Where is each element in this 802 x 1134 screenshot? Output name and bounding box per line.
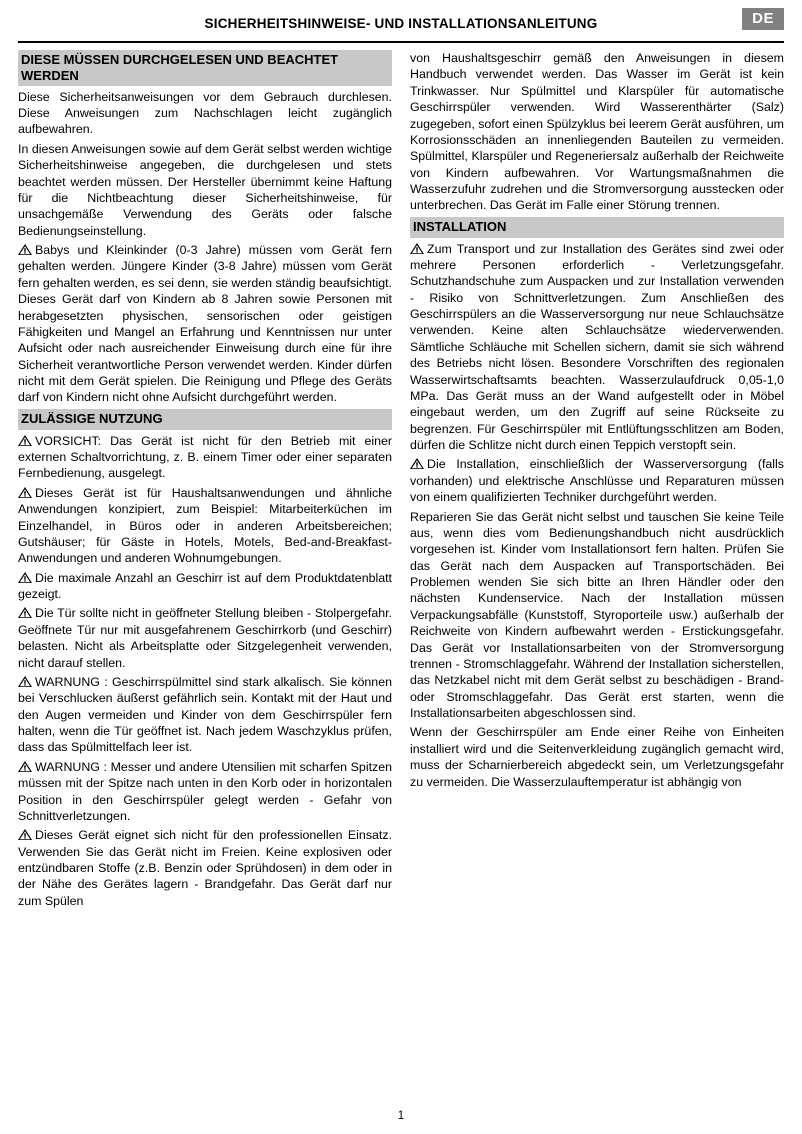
warning-triangle-icon (410, 458, 424, 469)
warning-non-professional-use (18, 827, 392, 909)
section-heading-must-read: DIESE MÜSSEN DURCHGELESEN UND BEACHTET WERDEN (18, 50, 392, 86)
warning-domestic-use-text: Dieses Gerät ist für Haushaltsanwendungen und ähnliche Anwendungen konzipiert, zum Beispiel: Mitarbeiterküchen im Einzelhandel, in Büros oder in anderen Arbeitsbereichen; Gutshäuser; für Gäste in Hotels, Motels, Bed-and-Breakfast-Anwendungen und anderen Wohnumgebungen. (18, 485, 392, 566)
page-title: SICHERHEITSHINWEISE- UND INSTALLATIONSANLEITUNG (204, 15, 598, 31)
warning-children (18, 242, 392, 406)
right-column (410, 50, 784, 1090)
paragraph-manufacturer-liability: In diesen Anweisungen sowie auf dem Gerät selbst werden wichtige Sicherheitshinweise angegeben, die durchgelesen und stets beachtet werden müssen. Der Hersteller übernimmt keine Haftung für die Nichtbeachtung dieser Sicherheitshinweise, für unsachgemäße Verwendung des Geräts oder falsche Bedienungseinstellung. (18, 141, 392, 238)
warning-open-door-text: Die Tür sollte nicht in geöffneter Stellung bleiben - Stolpergefahr. Geöffnete Tür nur mit ausgefahrenem Geschirrkorb (und Geschirr) belasten. Nicht als Arbeitsplatte oder Sitzgelegenheit verwenden, nicht darauf stellen. (18, 606, 392, 670)
warning-triangle-icon (18, 829, 32, 840)
warning-transport-installation-text: Zum Transport und zur Installation des Gerätes sind zwei oder mehrere Personen erforderlich - Verletzungsgefahr. Schutzhandschuhe zum Auspacken und zur Installation verwenden - Risiko von Schnittverletzungen. Zum Anschließen des Geschirrspülers an die Wasserversorgung nur neue Schlauchsätze verwenden. Keine alten Schlauchsätze wiederverwenden. Sämtliche Schläuche mit Schellen sichern, damit sie sich während des Betriebs nicht lösen. Besondere Vorschriften des regionalen Wasserwirtschaftsamts beachten. Wasserzulaufdruck 0,05-1,0 MPa. Das Gerät muss an der Wand aufgestellt oder in Möbel eingebaut werden, um den Zugriff auf seine Rückseite zu begrenzen. Für Geschirrspüler mit Entlüftungsschlitzen am Boden, dürfen die Schlitze nicht durch einen Teppich verstopft sein. (410, 241, 784, 453)
language-badge: DE (742, 8, 784, 30)
warning-triangle-icon (18, 244, 32, 255)
warning-external-switch-text: VORSICHT: Das Gerät ist nicht für den Betrieb mit einer externen Schaltvorrichtung, z. B. einem Timer oder einer separaten Fernbedienung, ausgelegt. (18, 433, 392, 481)
warning-qualified-technician-text: Die Installation, einschließlich der Wasserversorgung (falls vorhanden) und elektrische Anschlüsse und Reparaturen müssen von einem qualifizierten Techniker durchgeführt werden. (410, 457, 784, 505)
section-heading-permitted-use: ZULÄSSIGE NUTZUNG (18, 409, 392, 430)
warning-transport-installation (410, 241, 784, 454)
page-footer (0, 1110, 802, 1122)
paragraph-no-self-repair: Reparieren Sie das Gerät nicht selbst und tauschen Sie keine Teile aus, wenn dies vom Bedienungshandbuch nicht ausdrücklich vorgesehen ist. Kinder vom Installationsort fern halten. Prüfen Sie das Gerät nach dem Auspacken auf Transportschäden. Bei Problemen wenden Sie sich bitte an Ihren Händler oder den nächsten Kundenservice. Nach der Installation müssen Verpackungsabfälle (Kunststoff, Styroporteile usw.) außerhalb der Reichweite von Kindern aufbewahrt werden - Erstickungsgefahr. Das Gerät vor Installationsarbeiten von der Stromversorgung trennen - Stromschlaggefahr. Während der Installation sicherstellen, das Netzkabel nicht mit dem Gerät selbst zu beschädigen - Brand- oder Stromschlaggefahr. Das Gerät erst starten, wenn die Installationsarbeiten abgeschlossen sind. (410, 509, 784, 721)
warning-triangle-icon (18, 761, 32, 772)
warning-triangle-icon (18, 607, 32, 618)
warning-domestic-use (18, 485, 392, 567)
warning-qualified-technician (410, 456, 784, 505)
warning-triangle-icon (410, 243, 424, 254)
paragraph-read-instructions: Diese Sicherheitsanweisungen vor dem Gebrauch durchlesen. Diese Anweisungen zum Nachschlagen leicht zugänglich aufbewahren. (18, 89, 392, 137)
warning-triangle-icon (18, 572, 32, 583)
warning-detergent-alkaline (18, 674, 392, 756)
warning-triangle-icon (18, 487, 32, 498)
page-number: 1 (397, 1110, 405, 1122)
warning-triangle-icon (18, 435, 32, 446)
warning-sharp-utensils (18, 759, 392, 825)
warning-triangle-icon (18, 676, 32, 687)
warning-children-text: Babys und Kleinkinder (0-3 Jahre) müssen vom Gerät fern gehalten werden. Jüngere Kinder (3-8 Jahre) müssen vom Gerät fern gehalten werden, es sei denn, sie werden ständig beaufsichtigt. Dieses Gerät darf von Kindern ab 8 Jahren sowie Personen mit herabgesetzten physischen, sensorischen oder geistigen Fähigkeiten und Mangel an Erfahrung und Kenntnissen nur unter Aufsicht oder nach ausreichender Einweisung durch eine für ihre Sicherheit verantwortliche Person verwendet werden. Kinder dürfen nicht mit dem Gerät spielen. Die Reinigung und Pflege des Geräts darf von Kindern nicht ohne Aufsicht durchgeführt werden. (18, 243, 392, 405)
page-header (18, 10, 784, 43)
warning-max-place-settings (18, 570, 392, 603)
warning-max-place-settings-text: Die maximale Anzahl an Geschirr ist auf dem Produktdatenblatt gezeigt. (18, 570, 392, 602)
paragraph-household-dishes: von Haushaltsgeschirr gemäß den Anweisungen in diesem Handbuch verwendet werden. Das Wasser im Gerät ist kein Trinkwasser. Nur Spülmittel und Klarspüler für automatische Geschirrspüler verwenden. Wird Wasserenthärter (Salz) zugegeben, sofort einen Spülzyklus bei leerem Gerät ausführen, um Korrosionsschäden an innenliegenden Bauteilen zu vermeiden. Spülmittel, Klarspüler und Regeneriersalz außerhalb der Reichweite von Kindern aufbewahren. Vor Wartungsmaßnahmen die Wasserzufuhr zudrehen und die Stromversorgung ausstecken oder unterbrechen. Das Gerät im Falle einer Störung trennen. (410, 51, 785, 213)
paragraph-end-of-row-installation: Wenn der Geschirrspüler am Ende einer Reihe von Einheiten installiert wird und die Seitenverkleidung zugänglich gemacht wird, muss der Scharnierbereich abgedeckt sein, um Verletzungsgefahr zu vermeiden. Die Wasserzulauftemperatur ist abhängig von (410, 725, 784, 789)
warning-open-door (18, 605, 392, 671)
warning-external-switch (18, 433, 392, 482)
two-column-body (18, 50, 784, 1090)
warning-non-professional-use-text: Dieses Gerät eignet sich nicht für den professionellen Einsatz. Verwenden Sie das Gerät nicht im Freien. Keine explosiven oder entzündbaren Stoffe (z.B. Benzin oder Sprühdosen) in dem oder in der Nähe des Gerätes lagern - Brandgefahr. Das Gerät darf nur zum Spülen (18, 828, 392, 908)
warning-sharp-utensils-text: WARNUNG : Messer und andere Utensilien mit scharfen Spitzen müssen mit der Spitze nach unten in den Korb oder in horizontalen Position in den Geschirrspüler gelegt werden - Gefahr von Schnittverletzungen. (18, 759, 392, 823)
left-column (18, 50, 392, 1090)
section-heading-installation: INSTALLATION (410, 217, 784, 238)
warning-detergent-alkaline-text: WARNUNG : Geschirrspülmittel sind stark alkalisch. Sie können bei Verschlucken äußerst gefährlich sein. Kontakt mit der Haut und den Augen vermeiden und Kinder von dem Geschirrspüler fern halten, wenn die Tür geöffnet ist. Nach jedem Waschzyklus prüfen, dass das Spülmittelfach leer ist. (18, 674, 392, 755)
